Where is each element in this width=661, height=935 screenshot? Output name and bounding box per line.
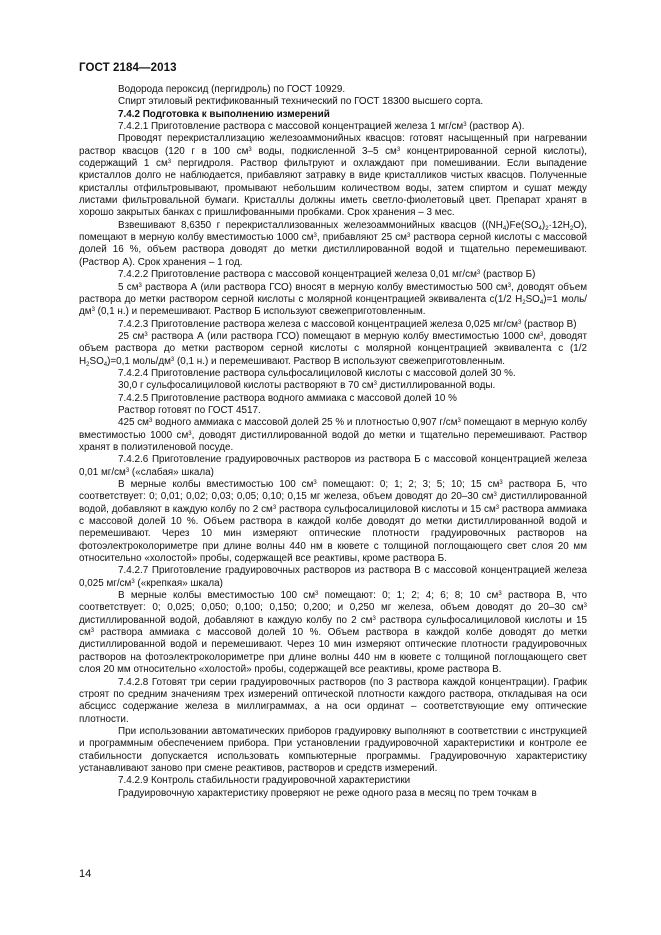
- paragraph: Спирт этиловый ректификованный технический по ГОСТ 18300 высшего сорта.: [118, 96, 484, 108]
- paragraph: 25 $см^3$ раствора А (или раствора ГСО) помещают в мерную колбу вместимостью 1000 $см^3$, доводят объем раствора до метки раствором серной кислоты с молярной концентрацией эквивалента c (1/2 $H_2SO_4)=0,1$ моль/$дм^3$ (0,1 н.) и перемешивают. Раствор В используют свежеприготовленным.: [79, 330, 587, 368]
- paragraph: 7.4.2.6 Приготовление градуировочных растворов из раствора Б с массовой концентрацией железа 0,01 $мг/см^3$ («слабая» шкала): [79, 454, 587, 478]
- paragraph: Взвешивают 8,6350 г перекристаллизованных железоаммонийных квасцов $((NH_4)Fe(SO_4)_2\cdot 12H_2O)$, помещают в мерную колбу вместимостью 1000 $см^3$, прибавляют 25 $см^3$ раствора серной кислоты с массовой долей 16 %, объем раствора доводят до метки дистиллированной водой и тщательно перемешивают. (Раствор А). Срок хранения – 1 год.: [79, 219, 587, 268]
- paragraph: В мерные колбы вместимостью 100 $см^3$ помещают: 0; 1; 2; 3; 5; 10; 15 $см^3$ раствора Б, что соответствует: 0; 0,01; 0,02; 0,03; 0,05; 0,10; 0,15 мг железа, объем доводят до 20–30 $см^3$ дистиллированной водой, добавляют в каждую колбу по 2 $см^3$ раствора сульфосалициловой кислоты и 15 $см^3$ раствора аммиака с массовой долей 10 %. Объем раствора в каждой колбе доводят до метки дистиллированной водой и перемешивают. Через 10 мин измеряют оптические плотности градуировочных растворов на фотоэлектроколориметре при длине волны 440 нм в кювете с толщиной поглощающего свет слоя 20 мм относительно «холостой» пробы, содержащей все реактивы, кроме раствора Б.: [79, 479, 587, 565]
- paragraph: Водорода пероксид (пергидроль) по ГОСТ 10929.: [118, 84, 346, 95]
- document-body: [79, 84, 587, 800]
- paragraph: 7.4.2.3 Приготовление раствора железа с массовой концентрацией железа 0,025 $мг/см^3$ (раствор В): [118, 318, 577, 330]
- document-header: ГОСТ 2184—2013: [79, 62, 177, 74]
- paragraph: 7.4.2.1 Приготовление раствора с массовой концентрацией железа 1 $мг/см^3$ (раствор А).: [118, 121, 525, 133]
- paragraph: 7.4.2.7 Приготовление градуировочных растворов из раствора В с массовой концентрацией железа 0,025 $мг/см^3$ («крепкая» шкала): [79, 565, 587, 589]
- paragraph: 7.4.2.8 Готовят три серии градуировочных растворов (по 3 раствора каждой концентрации). График строят по средним значениям трех измерений оптической плотности каждого раствора, откладывая на оси абсцисс содержание железа в миллиграммах, а на оси ординат – соответствующие ему оптические плотности.: [79, 676, 587, 725]
- page-number: 14: [79, 868, 92, 880]
- paragraph: Градуировочную характеристику проверяют не реже одного раза в месяц по трем точкам в: [118, 787, 537, 799]
- paragraph: 5 $см^3$ раствора А (или раствора ГСО) вносят в мерную колбу вместимостью 500 $см^3$, доводят объем раствора до метки раствором серной кислоты с молярной концентрацией эквивалента c(1/2 $H_2SO_4)=1$ моль/$дм^3$ (0,1 н.) и перемешивают. Раствор Б используют свежеприготовленным.: [79, 281, 587, 318]
- paragraph: 7.4.2.2 Приготовление раствора с массовой концентрацией железа 0,01 $мг/см^3$ (раствор Б): [118, 269, 536, 281]
- section-heading: 7.4.2 Подготовка к выполнению измерений: [118, 108, 330, 120]
- paragraph: 7.4.2.4 Приготовление раствора сульфосалициловой кислоты с массовой долей 30 %.: [118, 367, 516, 379]
- paragraph: 7.4.2.9 Контроль стабильности градуировочной характеристики: [118, 775, 411, 787]
- paragraph: Проводят перекристаллизацию железоаммонийных квасцов: готовят насыщенный при нагревании раствор квасцов (120 г в 100 $см^3$ воды, подкисленной 3–5 $см^3$ концентрированной серной кислоты), содержащий 1 $см^3$ пергидроля. Раствор фильтруют и охлаждают при помешивании. Если выпадение кристаллов долго не наблюдается, прибавляют затравку в виде кристалликов чистых квасцов. Полученные кристаллы отфильтровывают, промывают небольшим количеством воды, затем спиртом и сушат между листами фильтровальной бумаги. Кристаллы должны иметь светло-фиолетовый цвет. Препарат хранят в хорошо закрытых банках с пришлифованными пробками. Срок хранения – 3 мес.: [79, 133, 588, 219]
- paragraph: Раствор готовят по ГОСТ 4517.: [118, 404, 261, 416]
- paragraph: В мерные колбы вместимостью 100 $см^3$ помещают: 0; 1; 2; 4; 6; 8; 10 $см^3$ раствора В, что соответствует: 0; 0,025; 0,050; 0,100; 0,150; 0,200; и 0,250 мг железа, объем доводят до 20–30 $см^3$ дистиллированной водой, добавляют в каждую колбу по 2 $см^3$ раствора сульфосалициловой кислоты и 15 $см^3$ раствора аммиака с массовой долей 10 %. Объем раствора в каждой колбе доводят до метки дистиллированной водой и перемешивают. Через 10 мин измеряют оптические плотности градуировочных растворов на фотоэлектроколориметре при длине волны 440 нм в кювете с толщиной поглощающего свет слоя 20 мм относительно «холостой» пробы, содержащей все реактивы, кроме раствора В.: [79, 590, 587, 676]
- paragraph: 7.4.2.5 Приготовление раствора водного аммиака с массовой долей 10 %: [118, 392, 457, 404]
- paragraph: 30,0 г сульфосалициловой кислоты растворяют в 70 $см^3$ дистиллированной воды.: [118, 380, 496, 392]
- paragraph: 425 $см^3$ водного аммиака с массовой долей 25 % и плотностью 0,907 $г/см^3$ помещают в мерную колбу вместимостью 1000 $см^3$, доводят дистиллированной водой до метки и тщательно перемешивают. Раствор хранят в полиэтиленовой посуде.: [79, 417, 587, 453]
- paragraph: При использовании автоматических приборов градуировку выполняют в соответствии с инструкцией и программным обеспечением прибора. При установлении градуировочной характеристики и контроле ее стабильности допускается использовать компьютерные программы. Градуировочную характеристику устанавливают заново при смене реактивов, растворов и средств измерений.: [79, 725, 587, 774]
